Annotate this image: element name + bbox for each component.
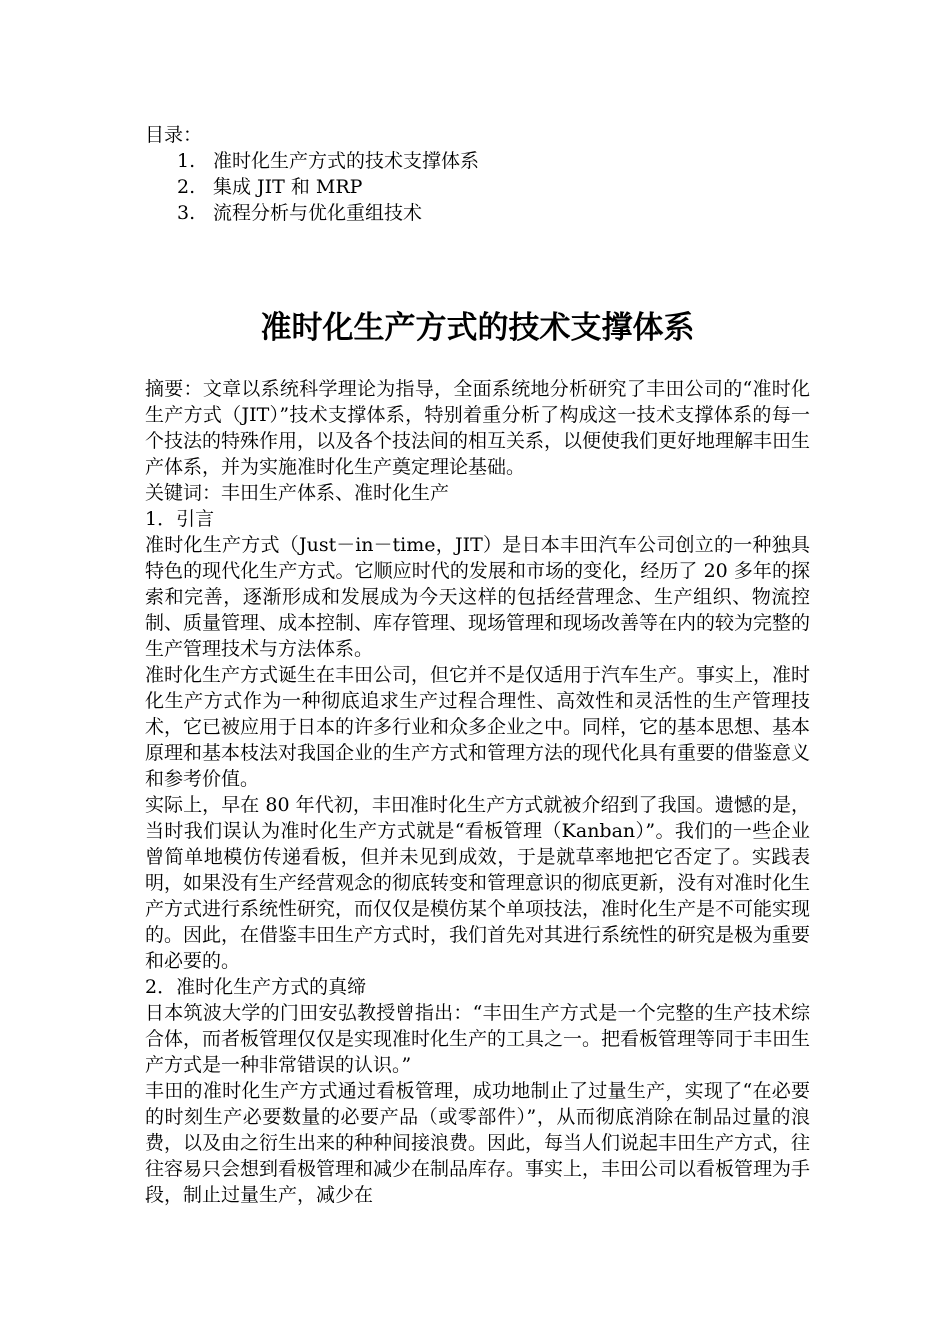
document-body bbox=[145, 376, 810, 1208]
toc-item-text: 流程分析与优化重组技术 bbox=[213, 202, 423, 224]
toc-item bbox=[177, 148, 810, 174]
document-title: 准时化生产方式的技术支撑体系 bbox=[260, 310, 695, 346]
keywords-line: 关键词：丰田生产体系、准时化生产 bbox=[145, 482, 450, 504]
toc-list bbox=[145, 148, 810, 226]
body-paragraph: 丰田的准时化生产方式通过看板管理，成功地制止了过量生产，实现了“在必要的时刻生产必要数量的必要产品（或零部件）”，从而彻底消除在制品过量的浪费，以及由之衍生出来的种种间接浪费。因此，每当人们说起丰田生产方式，往往容易只会想到看极管理和减少在制品库存。事实上，丰田公司以看板管理为手段，制止过量生产，减少在 bbox=[145, 1080, 811, 1206]
toc-item bbox=[177, 174, 810, 200]
body-paragraph: 日本筑波大学的门田安弘教授曾指出：“丰田生产方式是一个完整的生产技术综合体，而者板管理仅仅是实现准时化生产的工具之一。把看板管理等同于丰田生产方式是一种非常错误的认识。” bbox=[145, 1002, 811, 1076]
toc-item-number: 3. bbox=[177, 202, 196, 224]
body-paragraph: 准时化生产方式诞生在丰田公司，但它并不是仅适用于汽车生产。事实上，准时化生产方式作为一种彻底追求生产过程合理性、高效性和灵活性的生产管理技术，它已被应用于日本的许多行业和众多企业之中。同样，它的基本思想、基本原理和基本枝法对我国企业的生产方式和管理方法的现代化具有重要的借鉴意义和参考价值。 bbox=[145, 664, 811, 790]
toc-item-number: 2. bbox=[177, 176, 196, 198]
toc-item-number: 1. bbox=[177, 150, 196, 172]
document-page bbox=[145, 122, 810, 1208]
toc-heading: 目录： bbox=[145, 124, 203, 146]
section-heading: 1．引言 bbox=[145, 508, 215, 530]
toc-item-text: 准时化生产方式的技术支撑体系 bbox=[213, 150, 480, 172]
toc-item bbox=[177, 200, 810, 226]
body-paragraph: 准时化生产方式（Just－in－time，JIT）是日本丰田汽车公司创立的一种独具特色的现代化生产方式。它顺应时代的发展和市场的变化，经历了 20 多年的探索和完善，逐渐形成和发展成为今天这样的包括经营理念、生产组织、物流控制、质量管理、成本控制、库存管理、现场管理和现场改善等在内的较为完整的生产管理技术与方法体系。 bbox=[145, 534, 811, 660]
abstract-paragraph: 摘要：文章以系统科学理论为指导，全面系统地分析研究了丰田公司的“准时化生产方式（JIT）”技术支撑体系，特别着重分析了构成这一技术支撑体系的每一个技法的特殊作用，以及各个技法间的相互关系，以便使我们更好地理解丰田生产体系，并为实施准时化生产奠定理论基础。 bbox=[145, 378, 811, 478]
section-heading: 2．准时化生产方式的真缔 bbox=[145, 976, 367, 998]
body-paragraph: 实际上，早在 80 年代初，丰田准时化生产方式就被介绍到了我国。遗憾的是，当时我们误认为准时化生产方式就是“看板管理（Kanban）”。我们的一些企业曾简单地模仿传递看板，但并未见到成效，于是就草率地把它否定了。实践表明，如果没有生产经营观念的彻底转变和管理意识的彻底更新，没有对准时化生产方式进行系统性研究，而仅仅是模仿某个单项技法，准时化生产是不可能实现的。因此，在借鉴丰田生产方式时，我们首先对其进行系统性的研究是极为重要和必要的。 bbox=[145, 794, 811, 972]
toc-item-text: 集成 JIT 和 MRP bbox=[213, 176, 363, 198]
